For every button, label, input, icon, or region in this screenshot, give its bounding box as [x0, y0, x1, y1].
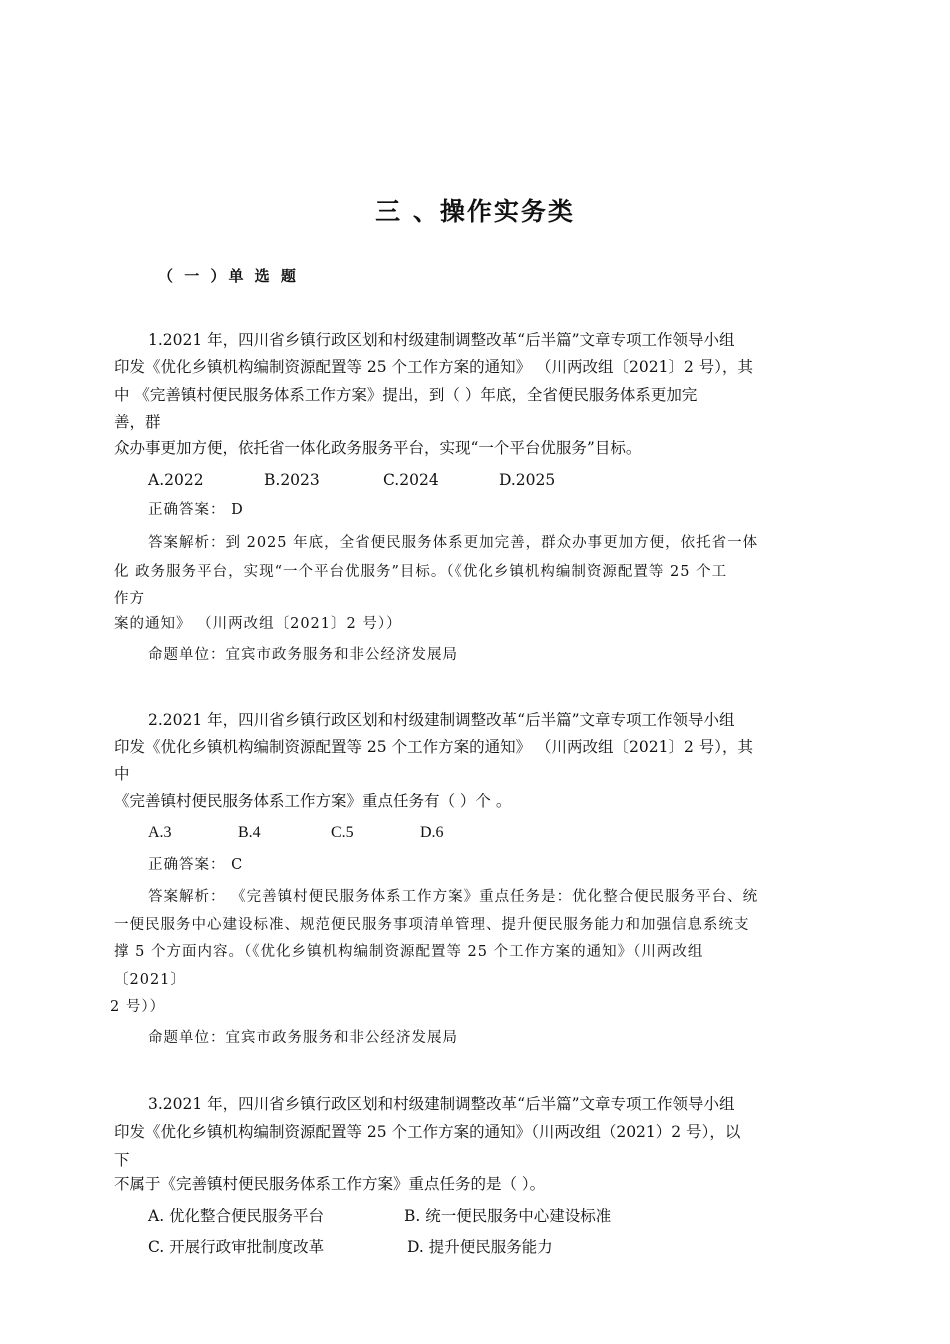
option-a: A. 优化整合便民服务平台 [148, 1207, 325, 1225]
answer-analysis: 化 政务服务平台，实现“一个平台优服务”目标。（《优化乡镇机构编制资源配置等 25 个工 [114, 564, 728, 580]
option-d: D.2025 [499, 471, 556, 489]
section-heading: （ 一 ）单 选 题 [158, 267, 299, 285]
answer-analysis: 2 号）） [110, 999, 166, 1015]
page-title: 三 、操作实务类 [375, 197, 575, 226]
question-text: 中 [114, 765, 130, 783]
question-text: 3.2021 年，四川省乡镇行政区划和村级建制调整改革“后半篇”文章专项工作领导小组 [148, 1095, 735, 1113]
answer-analysis: 〔2021〕 [114, 972, 186, 988]
answer-analysis: 答案解析：到 2025 年底，全省便民服务体系更加完善，群众办事更加方便，依托省一体 [148, 535, 759, 551]
option-b: B. 统一便民服务中心建设标准 [404, 1207, 612, 1225]
question-text: 《完善镇村便民服务体系工作方案》重点任务有（ ）个 。 [114, 792, 512, 810]
correct-answer: 正确答案： D [148, 502, 244, 518]
question-text: 印发《优化乡镇机构编制资源配置等 25 个工作方案的通知》 （川两改组〔2021〕2 号），其 [114, 738, 753, 756]
option-d: D. 提升便民服务能力 [407, 1238, 553, 1256]
answer-analysis: 答案解析： 《完善镇村便民服务体系工作方案》重点任务是：优化整合便民服务平台、统 [148, 889, 759, 905]
question-text: 印发《优化乡镇机构编制资源配置等 25 个工作方案的通知》 （川两改组〔2021〕2 号），其 [114, 358, 753, 376]
question-text: 下 [114, 1151, 130, 1169]
question-text: 众办事更加方便，依托省一体化政务服务平台，实现“一个平台优服务”目标。 [114, 439, 642, 457]
answer-analysis: 作方 [114, 591, 145, 607]
option-b: B.2023 [264, 471, 320, 489]
question-unit: 命题单位：宜宾市政务服务和非公经济发展局 [148, 647, 458, 663]
question-text: 中 《完善镇村便民服务体系工作方案》提出，到（ ）年底，全省便民服务体系更加完 [114, 386, 698, 404]
option-b: B.4 [238, 824, 261, 841]
question-text: 善，群 [114, 413, 161, 431]
question-text: 1.2021 年，四川省乡镇行政区划和村级建制调整改革“后半篇”文章专项工作领导小组 [148, 331, 735, 349]
answer-analysis: 案的通知》 （川两改组〔2021〕2 号）） [114, 616, 402, 632]
option-c: C.2024 [383, 471, 439, 489]
option-d: D.6 [420, 824, 444, 841]
question-text: 不属于《完善镇村便民服务体系工作方案》重点任务的是（ ）。 [114, 1175, 546, 1193]
correct-answer: 正确答案： C [148, 857, 244, 873]
option-c: C.5 [331, 824, 354, 841]
option-c: C. 开展行政审批制度改革 [148, 1238, 325, 1256]
answer-analysis: 撑 5 个方面内容。（《优化乡镇机构编制资源配置等 25 个工作方案的通知》（川两改组 [114, 944, 704, 960]
question-text: 印发《优化乡镇机构编制资源配置等 25 个工作方案的通知》（川两改组（2021）2 号），以 [114, 1123, 741, 1141]
option-a: A.2022 [148, 471, 204, 489]
question-unit: 命题单位：宜宾市政务服务和非公经济发展局 [148, 1030, 458, 1046]
question-text: 2.2021 年，四川省乡镇行政区划和村级建制调整改革“后半篇”文章专项工作领导小组 [148, 711, 735, 729]
option-a: A.3 [148, 824, 172, 841]
answer-analysis: 一便民服务中心建设标准、规范便民服务事项清单管理、提升便民服务能力和加强信息系统支 [114, 917, 750, 933]
